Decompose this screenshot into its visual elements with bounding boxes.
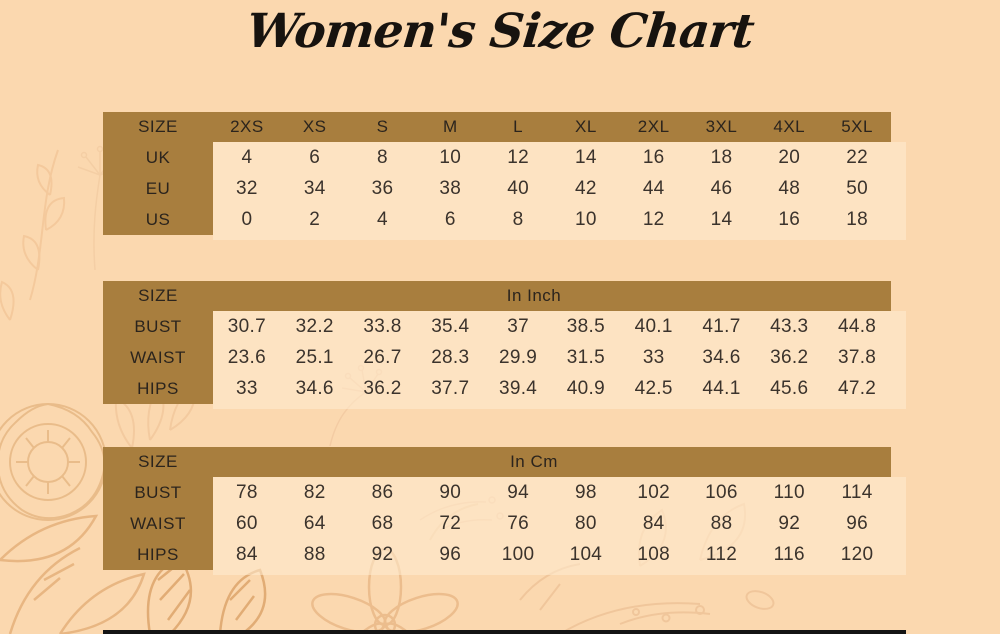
value-cell: 84: [642, 512, 665, 534]
table-row-waist: [103, 508, 906, 539]
size-column-header: XL: [574, 117, 597, 136]
value-cell: 16: [778, 208, 801, 230]
row-label: US: [145, 209, 171, 229]
row-label: WAIST: [130, 513, 186, 533]
value-cell: 37.7: [431, 377, 470, 399]
value-cell: 40.9: [566, 377, 605, 399]
value-cell: 50: [846, 177, 868, 199]
value-cell: 2: [309, 208, 321, 230]
row-label: BUST: [134, 316, 182, 336]
table-row-us: [103, 204, 906, 235]
value-cell: 86: [371, 481, 394, 503]
table-row-eu: [103, 173, 906, 204]
value-cell: 102: [637, 481, 670, 503]
value-cell: 36.2: [770, 346, 809, 368]
value-cell: 33: [642, 346, 665, 368]
row-values: [213, 209, 891, 231]
table-row-waist: [103, 342, 906, 373]
value-cell: 106: [705, 481, 738, 503]
value-cell: 78: [236, 481, 258, 503]
inch-measurements-table: [103, 281, 906, 409]
value-cell: 10: [575, 208, 597, 230]
row-label: WAIST: [130, 347, 186, 367]
value-cell: 44.8: [837, 315, 877, 337]
size-column-header: M: [442, 117, 458, 136]
bottom-black-bar: [103, 630, 906, 634]
table-header-row: [103, 112, 906, 142]
value-cell: 34: [303, 177, 326, 199]
table-header-row: [103, 447, 906, 477]
value-cell: 10: [439, 146, 462, 168]
value-cell: 38: [439, 177, 462, 199]
value-cell: 14: [710, 208, 733, 230]
value-cell: 33.8: [363, 315, 402, 337]
value-cell: 34.6: [295, 377, 334, 399]
value-cell: 96: [846, 512, 868, 534]
row-label: EU: [145, 178, 171, 198]
value-cell: 37.8: [837, 346, 877, 368]
value-cell: 37: [507, 315, 529, 337]
value-cell: 40.1: [634, 315, 673, 337]
row-label: HIPS: [137, 378, 179, 398]
value-cell: 68: [371, 512, 394, 534]
value-cell: 32: [236, 177, 258, 199]
value-cell: 18: [710, 146, 733, 168]
value-cell: 12: [642, 208, 665, 230]
value-cell: 92: [778, 512, 801, 534]
value-cell: 20: [778, 146, 801, 168]
value-cell: 39.4: [498, 377, 538, 399]
value-cell: 23.6: [227, 346, 266, 368]
value-cell: 31.5: [566, 346, 605, 368]
value-cell: 92: [371, 543, 394, 565]
value-cell: 45.6: [770, 377, 809, 399]
page-title: Women's Size Chart: [243, 4, 757, 59]
table-row-hips: [103, 373, 906, 404]
size-conversion-table: [103, 112, 906, 240]
value-cell: 8: [512, 208, 524, 230]
value-cell: 4: [241, 146, 253, 168]
row-values: [213, 544, 891, 566]
value-cell: 104: [569, 543, 603, 565]
value-cell: 98: [575, 481, 597, 503]
value-cell: 12: [507, 146, 529, 168]
value-cell: 90: [439, 481, 462, 503]
value-cell: 60: [236, 512, 258, 534]
value-cell: 14: [575, 146, 597, 168]
row-values: [213, 316, 891, 338]
row-values: [213, 482, 891, 504]
value-cell: 38.5: [566, 315, 605, 337]
value-cell: 33: [236, 377, 258, 399]
value-cell: 64: [303, 512, 326, 534]
table-header-row: [103, 281, 906, 311]
value-cell: 26.7: [363, 346, 402, 368]
value-cell: 96: [439, 543, 462, 565]
value-cell: 40: [507, 177, 529, 199]
value-cell: 48: [778, 177, 801, 199]
size-column-header: 3XL: [705, 117, 738, 136]
value-cell: 18: [846, 208, 868, 230]
value-cell: 47.2: [837, 377, 877, 399]
value-cell: 29.9: [498, 346, 538, 368]
value-cell: 42: [575, 177, 597, 199]
value-cell: 25.1: [295, 346, 334, 368]
value-cell: 6: [309, 146, 321, 168]
corner-label: SIZE: [138, 452, 178, 471]
value-cell: 94: [507, 481, 529, 503]
value-cell: 32.2: [295, 315, 334, 337]
table-row-bust: [103, 311, 906, 342]
value-cell: 43.3: [770, 315, 809, 337]
table-row-uk: [103, 142, 906, 173]
value-cell: 110: [773, 481, 805, 503]
value-cell: 112: [705, 543, 738, 565]
value-cell: 30.7: [227, 315, 266, 337]
value-cell: 36.2: [363, 377, 402, 399]
row-values: [213, 378, 891, 400]
row-label: UK: [145, 147, 171, 167]
value-cell: 16: [642, 146, 665, 168]
value-cell: 84: [236, 543, 258, 565]
value-cell: 44.1: [702, 377, 741, 399]
size-column-header: 2XS: [230, 117, 264, 136]
value-cell: 42.5: [634, 377, 673, 399]
size-column-headers: [213, 117, 891, 137]
value-cell: 82: [303, 481, 326, 503]
value-cell: 46: [710, 177, 733, 199]
row-values: [213, 347, 891, 369]
value-cell: 34.6: [702, 346, 741, 368]
value-cell: 100: [501, 543, 535, 565]
value-cell: 76: [507, 512, 529, 534]
value-cell: 28.3: [431, 346, 470, 368]
value-cell: 108: [637, 543, 670, 565]
unit-header: In Inch: [506, 286, 562, 305]
size-column-header: 2XL: [637, 117, 670, 136]
value-cell: 120: [840, 543, 874, 565]
size-column-header: L: [513, 117, 524, 136]
value-cell: 44: [642, 177, 665, 199]
size-column-header: 4XL: [773, 117, 806, 136]
corner-label: SIZE: [138, 117, 178, 136]
value-cell: 36: [371, 177, 394, 199]
value-cell: 72: [439, 512, 462, 534]
table-row-hips: [103, 539, 906, 570]
row-label: BUST: [134, 482, 182, 502]
row-values: [213, 178, 891, 200]
value-cell: 0: [241, 208, 253, 230]
value-cell: 6: [444, 208, 456, 230]
value-cell: 116: [773, 543, 805, 565]
corner-label: SIZE: [138, 286, 178, 305]
row-label: HIPS: [137, 544, 179, 564]
cm-measurements-table: [103, 447, 906, 575]
value-cell: 22: [846, 146, 868, 168]
size-column-header: XS: [302, 117, 327, 136]
value-cell: 4: [377, 208, 388, 230]
value-cell: 35.4: [431, 315, 470, 337]
value-cell: 114: [841, 481, 873, 503]
value-cell: 88: [303, 543, 326, 565]
table-row-bust: [103, 477, 906, 508]
size-column-header: 5XL: [841, 117, 873, 136]
value-cell: 80: [575, 512, 597, 534]
value-cell: 88: [710, 512, 733, 534]
unit-header: In Cm: [510, 452, 558, 471]
value-cell: 41.7: [702, 315, 741, 337]
row-values: [213, 147, 891, 169]
row-values: [213, 513, 891, 535]
size-column-header: S: [376, 117, 389, 136]
value-cell: 8: [377, 146, 388, 168]
